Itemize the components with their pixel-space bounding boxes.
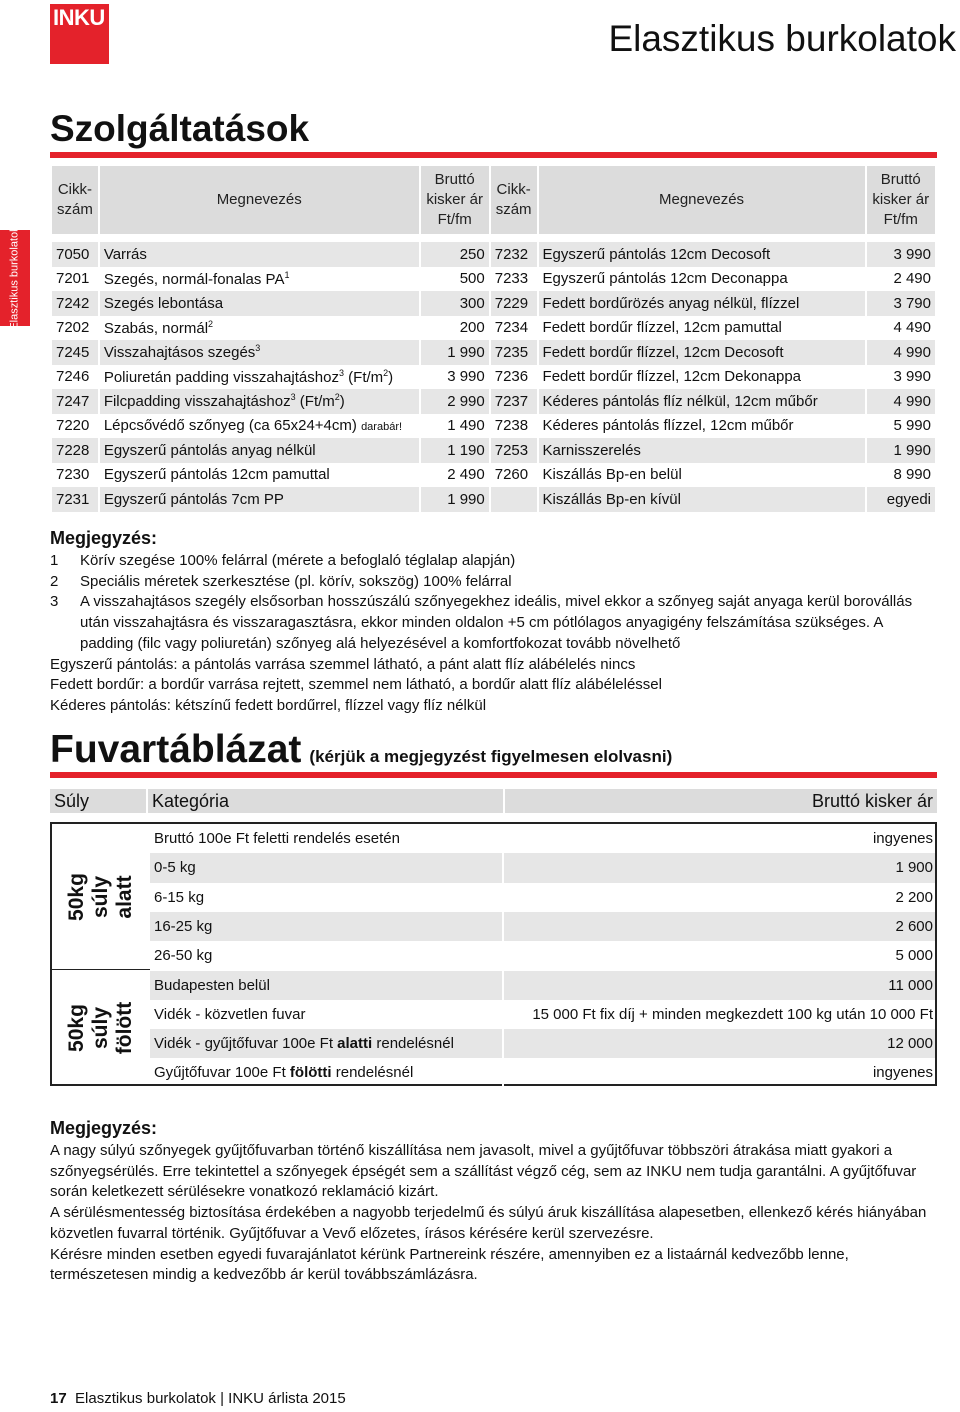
service-cell-p2 xyxy=(867,463,935,488)
freight-row xyxy=(150,1029,935,1058)
cell-text: Visszahajtásos szegés xyxy=(103,344,256,362)
footnote-mark: 2 xyxy=(334,392,340,403)
service-row xyxy=(52,340,935,365)
service-cell-n1 xyxy=(100,340,419,365)
cell-text: 2 490 xyxy=(893,270,931,288)
service-row xyxy=(52,316,935,341)
freight-row xyxy=(150,971,935,1000)
cell-text: 3 990 xyxy=(893,368,931,386)
services-header-row xyxy=(52,166,935,234)
service-cell-n2 xyxy=(539,267,865,292)
cell-text: 7202 xyxy=(56,319,90,337)
service-cell-p1 xyxy=(421,242,489,267)
service-cell-n2 xyxy=(539,242,865,267)
freight-row xyxy=(150,1000,935,1029)
cell-text: 7050 xyxy=(56,245,90,263)
cell-text: 1 990 xyxy=(447,343,485,361)
service-cell-n1 xyxy=(100,267,419,292)
freight-category xyxy=(150,1000,502,1029)
service-cell-n1 xyxy=(100,463,419,488)
cell-text: 250 xyxy=(459,245,485,263)
service-cell-n1 xyxy=(100,365,419,390)
freight-note-paragraph: A nagy súlyú szőnyegek gyűjtőfuvarban történő kiszállítása nem javasolt, mivel a gyűjtőfuvar többszöri átrakása miatt gyakori a szőnyegsérülés. Erre tekintettel a szőnyegek épségét sem a szállítást végző cég, sem az INKU nem tudja garantálni. A gyűjtőfuvar során keletkezett sérülésekre vonatkozó reklamáció kizárt. xyxy=(50,1142,917,1201)
cell-text: 7232 xyxy=(494,245,529,263)
footnote-mark: 1 xyxy=(284,269,290,280)
footnote-mark: 3 xyxy=(255,343,261,354)
service-cell-c2 xyxy=(491,487,537,512)
footnote-number: 3 xyxy=(50,593,59,611)
category-text: 0-5 kg xyxy=(154,859,196,877)
cell-text: 7230 xyxy=(56,466,90,484)
footnotes xyxy=(50,551,940,717)
service-cell-c1 xyxy=(52,316,98,341)
price-text: 12 000 xyxy=(887,1035,933,1053)
category-text: 26-50 kg xyxy=(154,947,213,965)
cell-text: 7234 xyxy=(494,319,529,337)
footer-text: Elasztikus burkolatok | INKU árlista 2015 xyxy=(75,1390,346,1407)
cell-text: 7238 xyxy=(494,417,529,435)
service-cell-c2 xyxy=(491,340,537,365)
freight-category xyxy=(150,853,502,882)
service-cell-c1 xyxy=(52,267,98,292)
cell-text: 7235 xyxy=(494,343,529,361)
service-cell-n1 xyxy=(100,242,419,267)
freight-row xyxy=(150,883,935,912)
service-row xyxy=(52,389,935,414)
freight-price xyxy=(504,853,935,882)
service-cell-c2 xyxy=(491,267,537,292)
cell-text: Fedett bordűrözés anyag nélkül, flízzel xyxy=(542,294,800,312)
header-name-2: Megnevezés xyxy=(539,166,865,234)
notes-heading: Megjegyzés: xyxy=(50,528,158,548)
cell-text: 7237 xyxy=(494,392,529,410)
price-text: 2 600 xyxy=(895,917,933,935)
service-cell-p2 xyxy=(867,242,935,267)
cell-text: 7229 xyxy=(494,294,529,312)
service-cell-c2 xyxy=(491,438,537,463)
service-cell-p2 xyxy=(867,267,935,292)
service-cell-p1 xyxy=(421,340,489,365)
cell-text: Egyszerű pántolás anyag nélkül xyxy=(103,441,316,459)
service-cell-c1 xyxy=(52,438,98,463)
service-cell-p1 xyxy=(421,487,489,512)
freight-category xyxy=(150,824,502,853)
service-cell-p1 xyxy=(421,267,489,292)
freight-red-rule xyxy=(50,772,937,778)
services-body xyxy=(52,242,935,512)
service-row xyxy=(52,267,935,292)
category-text: Vidék - gyűjtőfuvar 100e Ft xyxy=(154,1035,338,1053)
cell-text: 2 490 xyxy=(447,466,485,484)
cell-text: Kéderes pántolás flízzel, 12cm műbőr xyxy=(542,417,794,435)
service-cell-p1 xyxy=(421,389,489,414)
service-cell-n2 xyxy=(539,438,865,463)
freight-category xyxy=(150,883,502,912)
cell-text: Varrás xyxy=(103,245,147,263)
service-cell-n2 xyxy=(539,340,865,365)
footnote-mark: 3 xyxy=(290,392,296,403)
freight-price xyxy=(504,971,935,1000)
cell-text: Kiszállás Bp-en belül xyxy=(542,466,682,484)
unit-text: ) xyxy=(388,368,394,386)
cell-text: Egyszerű pántolás 12cm Decosoft xyxy=(542,245,771,263)
freight-heading xyxy=(50,728,672,772)
side-tab-label: Elasztikus burkolatok xyxy=(9,226,22,330)
cell-text: Fedett bordűr flízzel, 12cm pamuttal xyxy=(542,319,782,337)
service-cell-n1 xyxy=(100,414,419,439)
freight-price xyxy=(504,824,935,853)
service-row xyxy=(52,463,935,488)
group-above-50kg xyxy=(52,970,150,1086)
service-cell-n2 xyxy=(539,414,865,439)
group-below-50kg xyxy=(52,824,150,970)
definition: Fedett bordűr: a bordűr varrása rejtett, szemmel nem látható, a bordűr alatt flíz alábéleléssel xyxy=(50,676,662,694)
footnote xyxy=(50,592,940,654)
group-below-label: 50kg súly alatt xyxy=(65,872,136,921)
cell-text: 300 xyxy=(459,294,485,312)
footnote-text: Speciális méretek szerkesztése (pl. körív, sokszög) 100% felárral xyxy=(80,572,512,590)
service-cell-n2 xyxy=(539,291,865,316)
cell-text: Szegés, normál-fonalas PA xyxy=(103,270,285,288)
cell-text: Szabás, normál xyxy=(103,319,209,337)
service-row xyxy=(52,365,935,390)
cell-text: 2 990 xyxy=(447,392,485,410)
price-text: 5 000 xyxy=(895,947,933,965)
brand-logo xyxy=(50,4,109,64)
cell-text: 500 xyxy=(459,270,485,288)
group-above-label: 50kg súly fölött xyxy=(65,1001,136,1055)
price-text: 11 000 xyxy=(888,976,933,994)
footnote-mark: 2 xyxy=(208,318,214,329)
freight-note-paragraph: A sérülésmentesség biztosítása érdekében a nagyobb terjedelmű és súlyú áruk kiszállítása alapesetben, ellenkező kérés hiányában közvetlen fuvarral történik. Gyűjtőfuvar a Vevő előzetes, írásos kérésére kerül szervezésre. xyxy=(50,1204,927,1242)
cell-text: Lépcsővédő szőnyeg (ca 65x24+4cm) xyxy=(103,417,357,435)
category-text: Budapesten belül xyxy=(154,976,270,994)
service-cell-n2 xyxy=(539,487,865,512)
definition: Kéderes pántolás: kétszínű fedett bordűrrel, flízzel vagy flíz nélkül xyxy=(50,696,487,714)
service-cell-c2 xyxy=(491,365,537,390)
service-cell-p2 xyxy=(867,316,935,341)
service-cell-n1 xyxy=(100,291,419,316)
footnote-text: A visszahajtásos szegély elsősorban hosszúszálú szőnyegekhez ideális, mivel ekkor a szőnyeg saját anyaga kerül borovállás után visszahajtásra és visszaragasztásra, ekkor minden oldalon +5 cm pótlólagos anyagigény felszámítása szükséges. A padding (filc vagy poliuretán) szőnyeg alá helyezésével a komfortfokozat tovább növelhető xyxy=(80,593,913,652)
service-cell-p2 xyxy=(867,438,935,463)
price-text: 15 000 Ft fix díj + minden megkezdett 100 kg után 10 000 Ft xyxy=(532,1005,933,1023)
service-cell-c2 xyxy=(491,389,537,414)
service-cell-p1 xyxy=(421,438,489,463)
freight-price xyxy=(504,1000,935,1029)
unit-text: (Ft/m xyxy=(299,393,335,411)
price-text: 2 200 xyxy=(895,888,933,906)
service-cell-c1 xyxy=(52,340,98,365)
services-red-rule xyxy=(50,152,937,158)
service-cell-n2 xyxy=(539,316,865,341)
service-cell-n2 xyxy=(539,463,865,488)
footnote-mark: 3 xyxy=(338,367,344,378)
footnote-number: 2 xyxy=(50,572,59,590)
service-cell-p1 xyxy=(421,414,489,439)
freight-price xyxy=(504,1058,935,1087)
freight-title: Fuvartáblázat xyxy=(50,728,302,771)
service-row xyxy=(52,291,935,316)
cell-text: 5 990 xyxy=(893,417,931,435)
service-cell-p2 xyxy=(867,340,935,365)
cell-text: 7220 xyxy=(56,417,90,435)
freight-row xyxy=(150,853,935,882)
cell-text: 3 990 xyxy=(447,368,485,386)
cell-text: 3 990 xyxy=(893,245,931,263)
freight-row xyxy=(150,941,935,970)
category-text: rendelésnél xyxy=(331,1064,414,1082)
cell-text: 7233 xyxy=(494,270,529,288)
price-text: ingyenes xyxy=(872,1064,933,1082)
service-cell-c1 xyxy=(52,242,98,267)
cell-text: 7245 xyxy=(56,343,90,361)
category-text: Bruttó 100e Ft feletti rendelés esetén xyxy=(154,830,400,847)
cell-text: 1 190 xyxy=(447,441,485,459)
price-text: ingyenes xyxy=(872,830,933,847)
service-cell-n1 xyxy=(100,487,419,512)
service-cell-c2 xyxy=(491,242,537,267)
category-text: fölötti xyxy=(289,1064,332,1082)
header-name: Megnevezés xyxy=(100,166,419,234)
freight-note-paragraph: Kérésre minden esetben egyedi fuvarajánlatot kérünk Partnereink részére, amennyiben ez a listaárnál kedvezőbb lenne, természetesen mindig a kedvezőbb ár kerül továbbszámlázásra. xyxy=(50,1245,849,1284)
cell-text: Fedett bordűr flízzel, 12cm Decosoft xyxy=(542,343,784,361)
cell-text: 1 990 xyxy=(447,490,485,508)
service-cell-p1 xyxy=(421,291,489,316)
cell-text: 7246 xyxy=(56,368,90,386)
service-row xyxy=(52,487,935,512)
service-cell-c1 xyxy=(52,487,98,512)
cell-text: 7253 xyxy=(494,441,529,459)
freight-row xyxy=(150,912,935,941)
footnote xyxy=(50,551,940,572)
service-cell-n2 xyxy=(539,365,865,390)
freight-row xyxy=(150,1058,935,1087)
services-heading: Szolgáltatások xyxy=(50,108,310,149)
cell-text: 200 xyxy=(459,319,485,337)
freight-price xyxy=(504,941,935,970)
service-cell-p1 xyxy=(421,316,489,341)
service-cell-c2 xyxy=(491,316,537,341)
category-text: Vidék - közvetlen fuvar xyxy=(154,1005,306,1023)
cell-text: Poliuretán padding visszahajtáshoz xyxy=(103,368,339,386)
category-text: rendelésnél xyxy=(372,1035,454,1053)
cell-text: 7260 xyxy=(494,466,529,484)
cell-text: 7228 xyxy=(56,441,90,459)
service-cell-p1 xyxy=(421,463,489,488)
header-price-2: Bruttó kisker ár Ft/fm xyxy=(867,166,935,234)
category-text: Gyűjtőfuvar 100e Ft xyxy=(154,1064,290,1082)
freight-notes xyxy=(50,1141,938,1286)
cell-text: egyedi xyxy=(886,490,931,508)
cell-text: Filcpadding visszahajtáshoz xyxy=(103,393,291,411)
page-number: 17 xyxy=(50,1390,67,1407)
cell-text: 7247 xyxy=(56,392,90,410)
definition: Egyszerű pántolás: a pántolás varrása szemmel látható, a pánt alatt flíz alábélelés nincs xyxy=(50,655,636,673)
category-text: 6-15 kg xyxy=(154,888,205,906)
footnote-number: 1 xyxy=(50,552,59,569)
service-cell-p2 xyxy=(867,487,935,512)
cell-text: Szegés lebontása xyxy=(103,294,224,312)
header-price: Bruttó kisker ár Ft/fm xyxy=(421,166,489,234)
notes2-heading: Megjegyzés: xyxy=(50,1118,158,1138)
service-row xyxy=(52,242,935,267)
freight-header-category: Kategória xyxy=(148,789,503,813)
service-cell-n1 xyxy=(100,438,419,463)
service-cell-n1 xyxy=(100,389,419,414)
header-code: Cikk-szám xyxy=(52,166,98,234)
footnote-mark: 2 xyxy=(383,367,389,378)
footnote-text: Körív szegése 100% felárral (mérete a befoglaló téglalap alapján) xyxy=(80,552,516,569)
cell-text: 7242 xyxy=(56,294,90,312)
cell-text: 1 490 xyxy=(447,417,485,435)
service-cell-n2 xyxy=(539,389,865,414)
service-cell-c2 xyxy=(491,414,537,439)
freight-category xyxy=(150,1058,502,1087)
price-text: 1 900 xyxy=(895,859,933,877)
cell-text: 7231 xyxy=(56,490,90,508)
cell-text: Egyszerű pántolás 12cm Deconappa xyxy=(542,270,788,288)
cell-text: 7236 xyxy=(494,368,529,386)
freight-price xyxy=(504,912,935,941)
service-cell-c1 xyxy=(52,365,98,390)
cell-text: Kiszállás Bp-en kívül xyxy=(542,490,681,508)
service-row xyxy=(52,414,935,439)
service-cell-p1 xyxy=(421,365,489,390)
freight-price xyxy=(504,883,935,912)
freight-row xyxy=(150,824,935,853)
cell-text: Fedett bordűr flízzel, 12cm Dekonappa xyxy=(542,368,802,386)
freight-category xyxy=(150,912,502,941)
cell-text: 4 490 xyxy=(893,319,931,337)
unit-text: (Ft/m xyxy=(348,368,384,386)
cell-text: 1 990 xyxy=(893,441,931,459)
freight-category xyxy=(150,971,502,1000)
service-cell-c1 xyxy=(52,389,98,414)
cell-text: 4 990 xyxy=(893,343,931,361)
category-text: 16-25 kg xyxy=(154,917,213,935)
service-cell-c2 xyxy=(491,463,537,488)
service-cell-n1 xyxy=(100,316,419,341)
footnote xyxy=(50,572,940,593)
freight-header-weight: Súly xyxy=(50,789,146,813)
service-row xyxy=(52,438,935,463)
freight-price xyxy=(504,1029,935,1058)
cell-text: Karnisszerelés xyxy=(542,441,641,459)
document-title: Elasztikus burkolatok xyxy=(608,18,956,59)
service-cell-c2 xyxy=(491,291,537,316)
freight-category xyxy=(150,941,502,970)
cell-text: 4 990 xyxy=(893,392,931,410)
cell-text: 3 790 xyxy=(893,294,931,312)
brand-logo-text: INKU xyxy=(53,5,105,30)
service-cell-c1 xyxy=(52,414,98,439)
freight-header-price: Bruttó kisker ár xyxy=(505,789,937,813)
side-tab xyxy=(0,226,30,330)
service-cell-c1 xyxy=(52,463,98,488)
freight-category xyxy=(150,1029,502,1058)
cell-text: Egyszerű pántolás 12cm pamuttal xyxy=(103,466,330,484)
services-table xyxy=(50,166,937,512)
cell-text: Kéderes pántolás flíz nélkül, 12cm műbőr xyxy=(542,392,818,410)
service-cell-p2 xyxy=(867,414,935,439)
service-cell-p2 xyxy=(867,365,935,390)
unit-text: ) xyxy=(339,393,345,411)
unit-note: darabár! xyxy=(361,421,403,434)
category-text: alatti xyxy=(337,1035,373,1053)
cell-text: 8 990 xyxy=(893,466,931,484)
cell-text: 7201 xyxy=(56,270,90,288)
page-footer xyxy=(50,1390,346,1407)
service-cell-p2 xyxy=(867,291,935,316)
freight-table xyxy=(50,822,937,1086)
header-code-2: Cikk-szám xyxy=(491,166,537,234)
service-cell-c1 xyxy=(52,291,98,316)
freight-subtitle: (kérjük a megjegyzést figyelmesen elolvasni) xyxy=(309,747,673,766)
cell-text: Egyszerű pántolás 7cm PP xyxy=(103,490,284,508)
service-cell-p2 xyxy=(867,389,935,414)
